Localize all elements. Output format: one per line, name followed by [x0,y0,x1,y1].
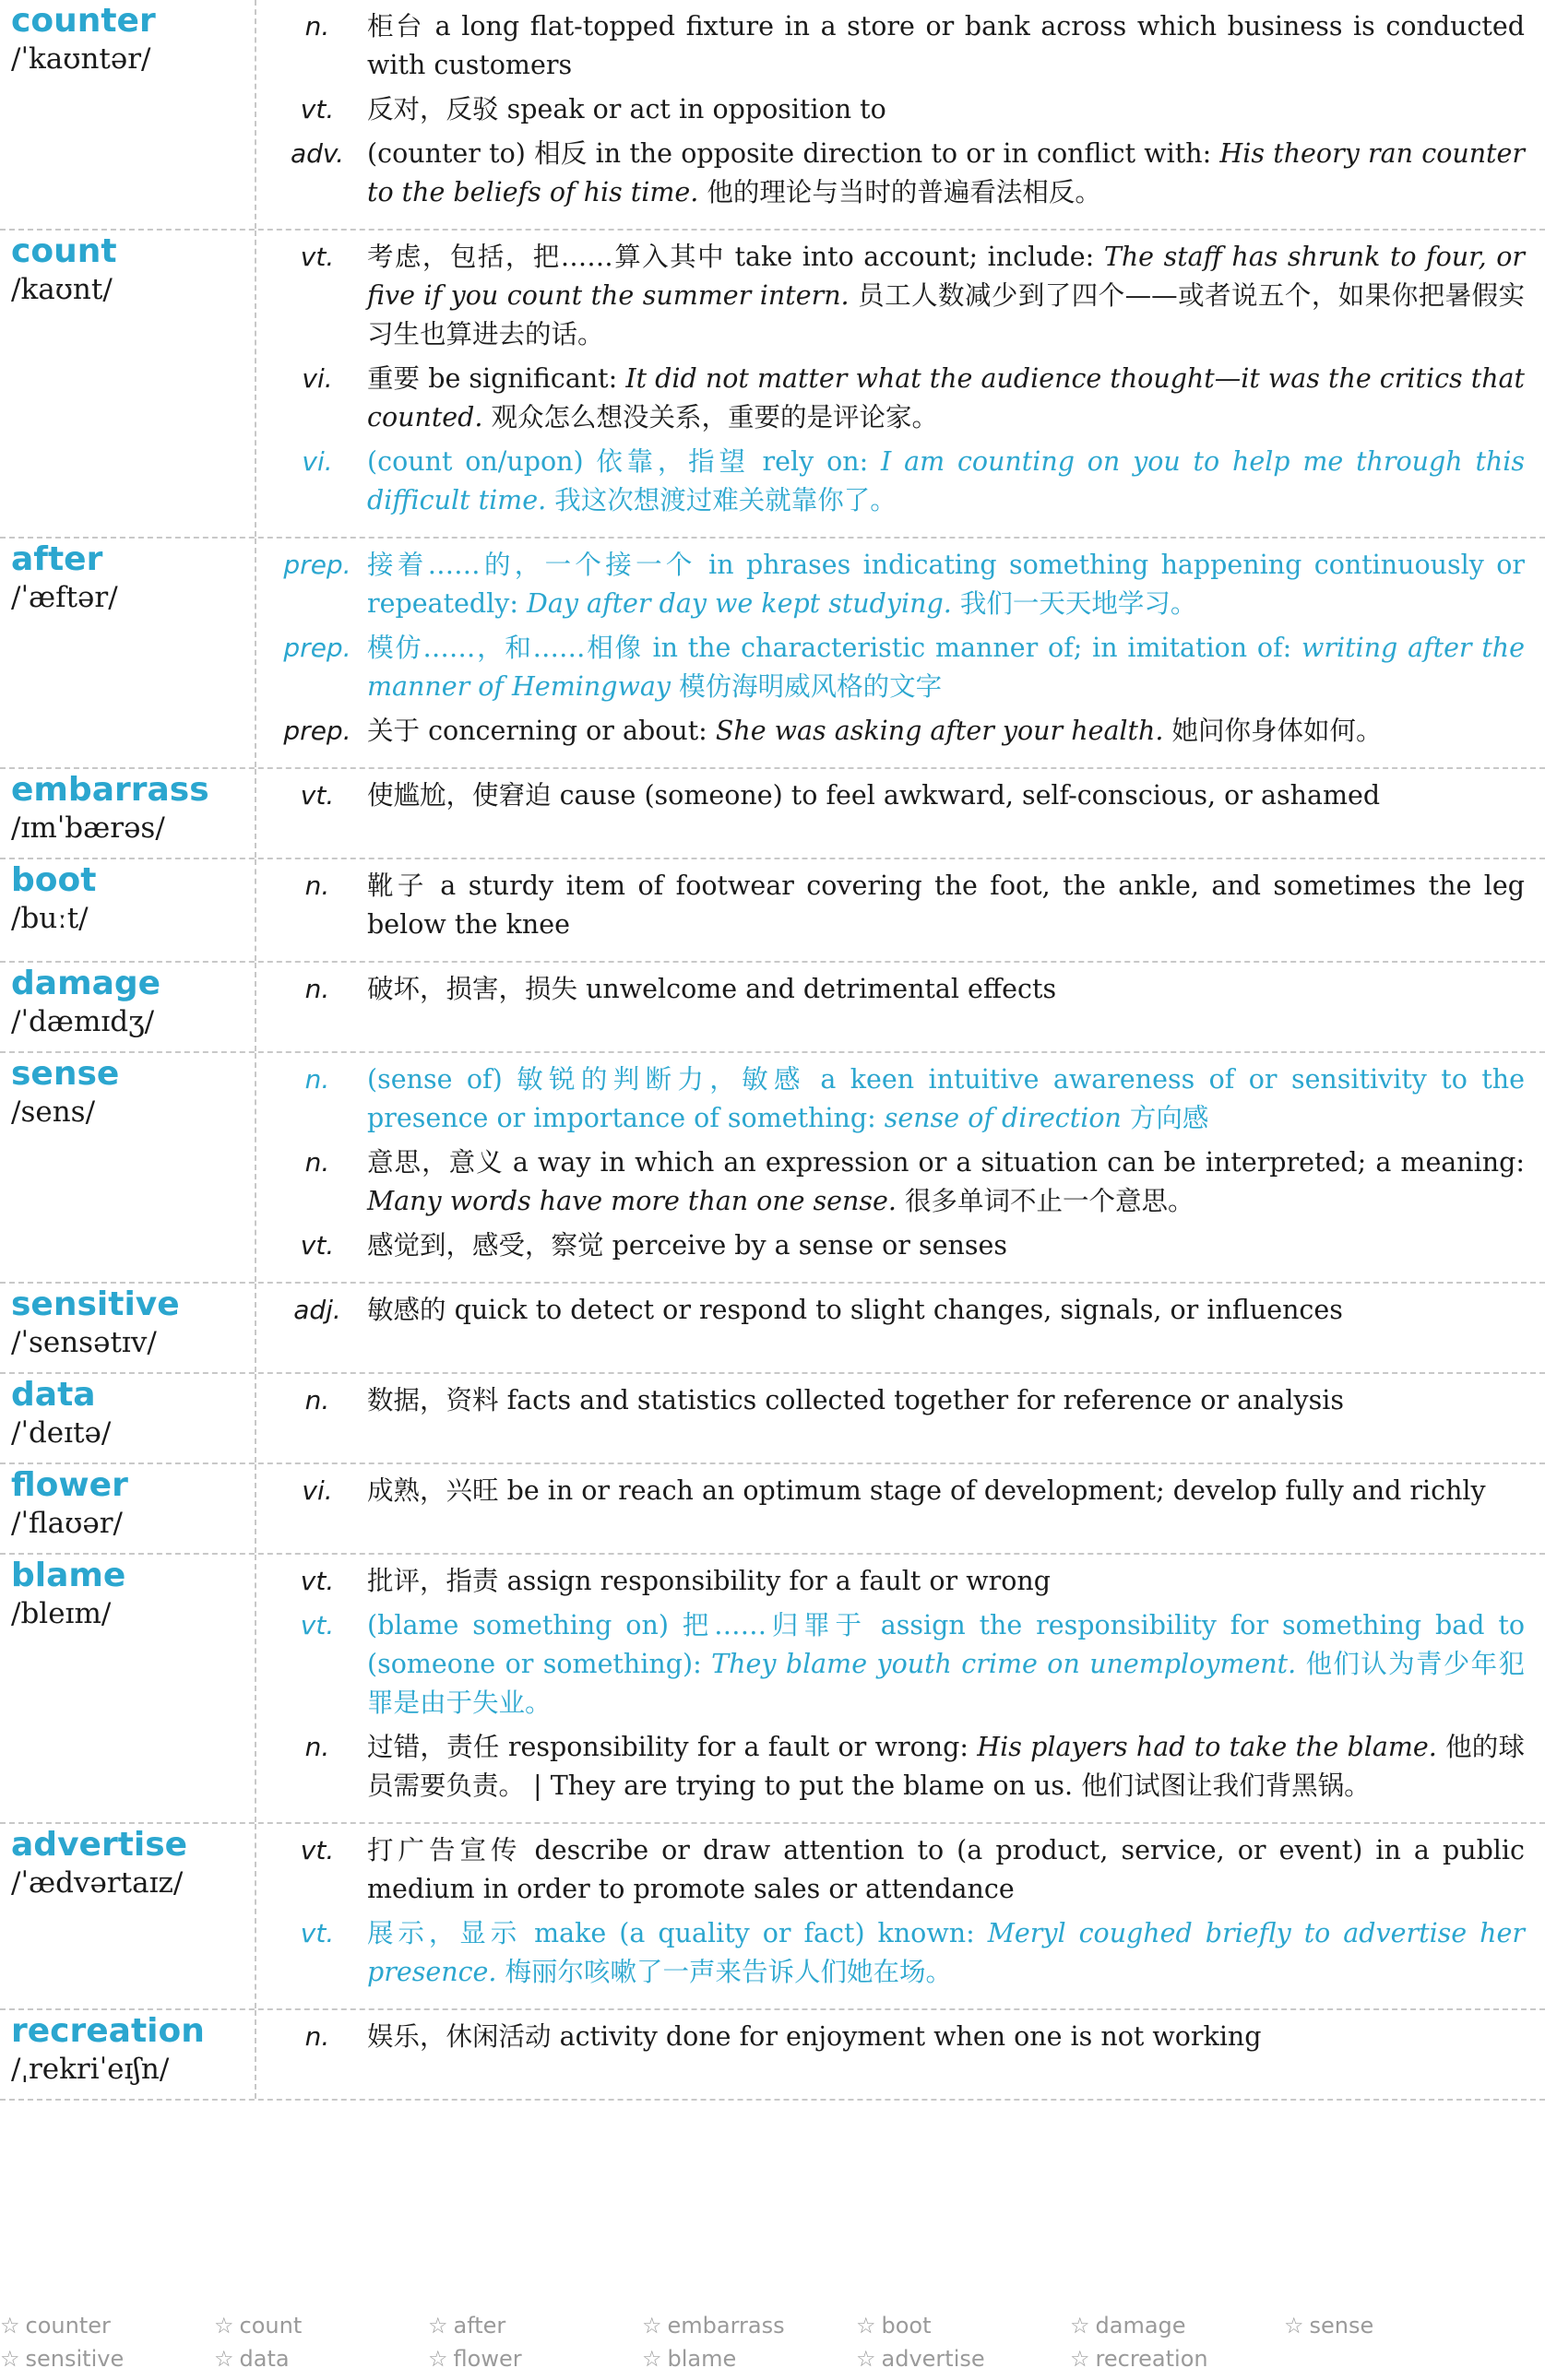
star-icon: ☆ [856,2313,876,2339]
definition-en: quick to detect or respond to slight changes, signals, or influences [454,1295,1343,1325]
word-column [0,1824,256,2008]
sense-item [267,1226,1525,1265]
sense-item [267,776,1525,815]
example-en: His players had to take the blame. [977,1732,1437,1762]
footer-word: sense [1309,2313,1374,2339]
footer-word-link[interactable] [0,2342,214,2375]
sense-item [267,1606,1525,1723]
definition-en: in phrases indicating something happening continuously or repeatedly: [367,550,1526,619]
definition [367,867,1525,944]
footer-word-link[interactable] [428,2342,642,2375]
definition [367,2018,1525,2056]
definition-zh: 重要 [367,363,421,394]
example-en: Day after day we kept studying. [527,588,952,619]
entry-row [0,539,1545,769]
entry-row [0,1555,1545,1824]
footer-word-link[interactable] [214,2342,428,2375]
part-of-speech: vi. [302,363,333,394]
part-of-speech: vt. [300,242,335,272]
definition-en: describe or draw attention to (a product, service, or event) in a public medium in order to promote sales or attendance [367,1835,1526,1904]
definition-en: in the characteristic manner of; in imitation of: [652,633,1292,663]
part-of-speech: n. [304,870,330,901]
definition [367,90,1525,129]
footer-word-link[interactable] [856,2342,1070,2375]
phonetic: /ˈædvərtaɪz/ [11,1866,184,1900]
example-en: sense of direction [884,1103,1122,1133]
example-zh: 员工人数减少到了四个——或者说五个，如果你把暑假实习生也算进去的话。 [367,280,1525,349]
part-of-speech: n. [304,1147,330,1178]
star-icon: ☆ [0,2313,20,2339]
definition-zh: 敏感的 [367,1295,446,1325]
footer-word: counter [25,2313,111,2339]
sense-item [267,1914,1525,1992]
part-of-speech: vi. [302,1475,333,1506]
definition-zh: 意思，意义 [367,1147,504,1178]
definition-en: a long flat-topped fixture in a store or bank across which business is conducted with customers [367,11,1525,80]
sense-list [256,1464,1545,1553]
sense-list [256,1374,1545,1462]
sense-list [256,769,1545,858]
footer-word-link[interactable] [642,2309,856,2342]
example-zh: 我们一天天地学习。 [959,588,1197,619]
sense-item [267,90,1525,129]
definition [367,1143,1525,1221]
definition [367,238,1525,354]
footer-word: sensitive [25,2346,125,2372]
definition-zh: (counter to) 相反 [367,138,588,169]
headword: after [11,540,103,578]
word-column [0,769,256,858]
entry-row [0,1374,1545,1464]
example-zh: 我这次想渡过难关就靠你了。 [554,485,897,515]
footer-word-link[interactable] [1284,2309,1498,2342]
word-column [0,1464,256,1553]
example-zh: 很多单词不止一个意思。 [905,1186,1194,1216]
sense-item [267,712,1525,751]
definition-en: activity done for enjoyment when one is not working [559,2021,1262,2052]
example-zh: 她问你身体如何。 [1171,716,1383,746]
headword: blame [11,1557,126,1594]
definition-zh: 娱乐，休闲活动 [367,2021,552,2052]
phonetic: /buːt/ [11,902,89,935]
part-of-speech: prep. [283,716,351,746]
part-of-speech: vt. [300,1835,335,1865]
part-of-speech: prep. [283,550,351,580]
definition [367,7,1525,85]
definition-en: cause (someone) to feel awkward, self-conscious, or ashamed [559,780,1381,811]
example-zh: 模仿海明威风格的文字 [679,671,943,702]
footer-word: advertise [881,2346,985,2372]
definition-zh: 批评，指责 [367,1566,499,1596]
definition-zh: 展示，显示 [367,1918,522,1948]
star-icon: ☆ [642,2313,662,2339]
sense-item [267,1562,1525,1601]
sense-list [256,1284,1545,1372]
definition-zh: 考虑，包括，把……算入其中 [367,242,726,272]
definition [367,629,1525,706]
entry-row [0,0,1545,231]
footer-row [0,2342,1545,2375]
definition [367,1562,1525,1601]
sense-list [256,1053,1545,1282]
definition-zh: 柜台 [367,11,425,41]
part-of-speech: vt. [300,1230,335,1261]
example-en: Meryl coughed briefly to advertise her presence. [367,1918,1526,1987]
word-column [0,539,256,767]
example-zh: 他的球员需要负责。 | They are trying to put the blame on us. 他们试图让我们背黑锅。 [367,1732,1525,1801]
sense-item [267,360,1525,437]
part-of-speech: n. [304,1732,330,1762]
definition [367,1291,1525,1330]
example-en: writing after the manner of Hemingway [367,633,1526,702]
definition-zh: 反对，反驳 [367,94,499,124]
star-icon: ☆ [1284,2313,1304,2339]
word-column [0,0,256,229]
footer-word-link[interactable] [1070,2309,1284,2342]
sense-list [256,231,1545,537]
headword: recreation [11,2012,205,2050]
definition-zh: 打广告宣传 [367,1835,522,1865]
phonetic: /ˈæftər/ [11,581,118,614]
entry-row [0,1053,1545,1284]
sense-item [267,135,1525,212]
definition-en: unwelcome and detrimental effects [586,974,1057,1004]
footer-word-link[interactable] [0,2309,214,2342]
sense-list [256,539,1545,767]
footer-word: after [453,2313,506,2339]
definition-en: concerning or about: [428,716,707,746]
example-en: The staff has shrunk to four, or five if you count the summer intern. [367,242,1526,311]
part-of-speech: vt. [300,94,335,124]
star-icon: ☆ [1070,2313,1090,2339]
definition-zh: 模仿……，和……相像 [367,633,643,663]
sense-item [267,1291,1525,1330]
part-of-speech: n. [304,1385,330,1415]
word-column [0,1555,256,1822]
example-en: They blame youth crime on unemployment. [711,1649,1297,1679]
definition [367,443,1525,520]
definition-en: be significant: [428,363,618,394]
headword: flower [11,1466,128,1504]
footer-word: recreation [1095,2346,1208,2372]
word-column [0,859,256,961]
definition-zh: 破坏，损害，损失 [367,974,578,1004]
definition-zh: 关于 [367,716,421,746]
word-column [0,1284,256,1372]
definition-en: assign responsibility for a fault or wrong [506,1566,1051,1596]
definition [367,1226,1525,1265]
sense-item [267,1831,1525,1909]
headword: advertise [11,1826,188,1864]
star-icon: ☆ [214,2313,234,2339]
footer-word: damage [1095,2313,1186,2339]
phonetic: /ˈsensətɪv/ [11,1326,157,1359]
phonetic: /kaʊnt/ [11,273,113,306]
part-of-speech: n. [304,1064,330,1095]
sense-item [267,867,1525,944]
definition [367,1060,1525,1138]
definition-zh: 使尴尬，使窘迫 [367,780,552,811]
sense-list [256,963,1545,1051]
sense-list [256,859,1545,961]
example-en: It did not matter what the audience thought—it was the critics that counted. [367,363,1526,432]
part-of-speech: vt. [300,1610,335,1640]
star-icon: ☆ [856,2346,876,2372]
phonetic: /ɪmˈbærəs/ [11,811,165,845]
star-icon: ☆ [1070,2346,1090,2372]
entry-row [0,2010,1545,2101]
definition-en: a keen intuitive awareness of or sensitivity to the presence or importance of something: [367,1064,1525,1133]
star-icon: ☆ [214,2346,234,2372]
sense-item [267,7,1525,85]
part-of-speech: adj. [293,1295,341,1325]
headword: embarrass [11,771,209,809]
example-en: I am counting on you to help me through this difficult time. [367,446,1526,515]
definition-en: in the opposite direction to or in conflict with: [595,138,1212,169]
footer-word-link[interactable] [856,2309,1070,2342]
example-zh: 他的理论与当时的普遍看法相反。 [707,177,1101,207]
definition [367,1831,1525,1909]
definition-en: a sturdy item of footwear covering the foot, the ankle, and sometimes the leg below the knee [367,870,1525,940]
footer-word-link[interactable] [642,2342,856,2375]
sense-item [267,970,1525,1009]
entry-row [0,1284,1545,1374]
headword: boot [11,861,97,899]
example-en: She was asking after your health. [715,716,1164,746]
definition-en: rely on: [762,446,869,477]
definition [367,1914,1525,1992]
definition-en: a way in which an expression or a situation can be interpreted; a meaning: [512,1147,1525,1178]
part-of-speech: n. [304,2021,330,2052]
phonetic: /ˌrekriˈeɪʃn/ [11,2053,170,2086]
part-of-speech: vt. [300,1918,335,1948]
phonetic: /ˈdæmɪdʒ/ [11,1005,155,1038]
sense-list [256,1555,1545,1822]
definition-zh: (count on/upon) 依靠，指望 [367,446,750,477]
definition-en: take into account; include: [734,242,1095,272]
footer-word-link[interactable] [214,2309,428,2342]
part-of-speech: prep. [283,633,351,663]
definition-en: be in or reach an optimum stage of development; develop fully and richly [506,1475,1486,1506]
sense-item [267,1381,1525,1420]
sense-item [267,629,1525,706]
footer-word: embarrass [667,2313,785,2339]
definition-zh: 成熟，兴旺 [367,1475,499,1506]
star-icon: ☆ [642,2346,662,2372]
footer-word: count [239,2313,303,2339]
entry-row [0,231,1545,539]
definition-en: responsibility for a fault or wrong: [507,1732,969,1762]
footer-word: blame [667,2346,737,2372]
word-column [0,231,256,537]
example-zh: 观众怎么想没关系，重要的是评论家。 [491,402,939,432]
definition [367,1381,1525,1420]
phonetic: /ˈflaʊər/ [11,1507,123,1540]
entry-row [0,859,1545,963]
definition [367,970,1525,1009]
sense-list [256,1824,1545,2008]
definition-en: perceive by a sense or senses [612,1230,1007,1261]
footer-word-link[interactable] [428,2309,642,2342]
sense-list [256,2010,1545,2099]
part-of-speech: adv. [290,138,345,169]
definition-zh: 接着……的，一个接一个 [367,550,696,580]
phonetic: /ˈdeɪtə/ [11,1416,112,1450]
word-column [0,1053,256,1282]
entry-row [0,769,1545,859]
sense-item [267,546,1525,623]
definition [367,546,1525,623]
definition [367,776,1525,815]
sense-item [267,238,1525,354]
footer-word: flower [453,2346,522,2372]
example-zh: 方向感 [1129,1103,1209,1133]
part-of-speech: vt. [300,1566,335,1596]
definition-zh: (blame something on) 把……归罪于 [367,1610,867,1640]
definition-en: assign the responsibility for something bad to (someone or something): [367,1610,1525,1679]
part-of-speech: vt. [300,780,335,811]
part-of-speech: n. [304,974,330,1004]
phonetic: /sens/ [11,1095,96,1129]
definition-en: make (a quality or fact) known: [534,1918,975,1948]
part-of-speech: vi. [302,446,333,477]
star-icon: ☆ [428,2313,448,2339]
definition [367,1472,1525,1510]
definition-en: facts and statistics collected together for reference or analysis [506,1385,1345,1415]
sense-item [267,1472,1525,1510]
definition [367,712,1525,751]
entry-row [0,1824,1545,2010]
word-column [0,963,256,1051]
footer-row [0,2309,1545,2342]
word-column [0,2010,256,2099]
definition-zh: (sense of) 敏锐的判断力，敏感 [367,1064,806,1095]
sense-item [267,443,1525,520]
definition [367,1606,1525,1723]
star-icon: ☆ [428,2346,448,2372]
word-index-footer [0,2309,1545,2375]
headword: counter [11,2,156,40]
definition-zh: 过错，责任 [367,1732,500,1762]
phonetic: /ˈkaʊntər/ [11,42,151,76]
headword: sensitive [11,1285,180,1323]
example-zh: 他们认为青少年犯罪是由于失业。 [367,1649,1525,1718]
footer-word-link[interactable] [1070,2342,1284,2375]
definition-zh: 数据，资料 [367,1385,499,1415]
example-en: His theory ran counter to the beliefs of his time. [367,138,1526,207]
definition-zh: 靴子 [367,870,428,901]
sense-item [267,1060,1525,1138]
entry-row [0,1464,1545,1555]
example-zh: 梅丽尔咳嗽了一声来告诉人们她在场。 [505,1957,953,1987]
definition [367,360,1525,437]
definition-zh: 感觉到，感受，察觉 [367,1230,604,1261]
headword: damage [11,965,161,1002]
footer-word: boot [881,2313,932,2339]
phonetic: /bleɪm/ [11,1597,112,1630]
sense-list [256,0,1545,229]
entry-row [0,963,1545,1053]
sense-item [267,1728,1525,1806]
definition [367,1728,1525,1806]
definition [367,135,1525,212]
part-of-speech: n. [304,11,330,41]
sense-item [267,2018,1525,2056]
headword: sense [11,1055,120,1093]
definition-en: speak or act in opposition to [506,94,886,124]
sense-item [267,1143,1525,1221]
word-column [0,1374,256,1462]
footer-word: data [239,2346,290,2372]
headword: count [11,232,117,270]
headword: data [11,1376,96,1414]
example-en: Many words have more than one sense. [367,1186,897,1216]
star-icon: ☆ [0,2346,20,2372]
